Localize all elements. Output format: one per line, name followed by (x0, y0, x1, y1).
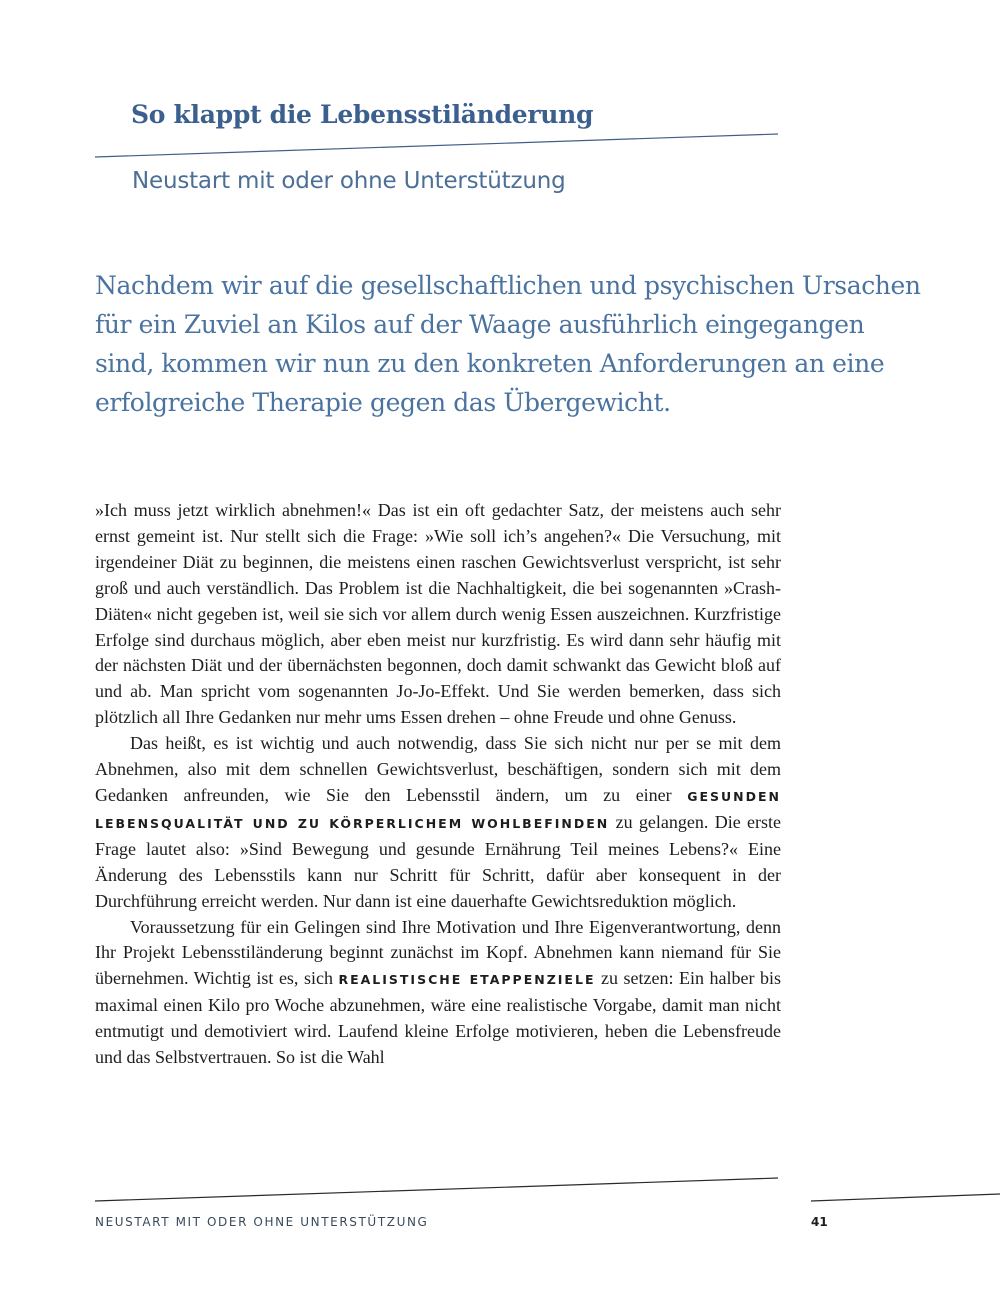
lead-line: sind, kommen wir nun zu den konkreten Anforderungen an eine (95, 349, 885, 378)
footer-rule-left (95, 1178, 778, 1201)
emphasis-caps: REALISTISCHE ETAPPENZIELE (338, 972, 596, 988)
running-footer: NEUSTART MIT ODER OHNE UNTERSTÜTZUNG (95, 1215, 429, 1229)
lead-paragraph (95, 266, 921, 422)
paragraph-text: Das heißt, es ist wichtig und auch notwendig, dass Sie sich nicht nur per se mit dem Abnehmen, also mit dem schnellen Gewichtsverlust, beschäftigen, sondern sich mit dem Gedanken anfreunden, wie Sie den Lebensstil ändern, um zu einer (95, 733, 781, 805)
body-text (95, 498, 781, 1071)
section-subtitle: Neustart mit oder ohne Unterstützung (132, 168, 566, 194)
body-paragraph (95, 915, 781, 1071)
emphasis-caps: GESUNDEN LEBENSQUALITÄT UND ZU KÖRPERLICHEM WOHLBEFINDEN (95, 788, 781, 831)
paragraph-text: Voraussetzung für ein Gelingen sind Ihre Motivation und Ihre Eigenverantwortung, denn Ihr Projekt Lebensstiländerung beginnt zunächst im Kopf. Abnehmen kann niemand für Sie übernehmen. Wichtig ist es, sich (95, 916, 781, 989)
lead-line: Nachdem wir auf die gesellschaftlichen und psychischen Ursachen (95, 271, 921, 300)
lead-line: erfolgreiche Therapie gegen das Übergewicht. (95, 388, 671, 417)
header-rule (95, 134, 778, 157)
body-paragraph (95, 731, 781, 914)
page-number: 41 (811, 1215, 828, 1229)
body-paragraph: »Ich muss jetzt wirklich abnehmen!« Das ist ein oft gedachter Satz, der meistens auch sehr ernst gemeint ist. Nur stellt sich die Frage: »Wie soll ich’s angehen?« Die Versuchung, mit irgendeiner Diät zu beginnen, die meistens einen raschen Gewichtsverlust verspricht, ist sehr groß und auch verständlich. Das Problem ist die Nachhaltigkeit, die bei sogenannten »Crash-Diäten« nicht gegeben ist, weil sie sich vor allem durch wenig Essen auszeichnen. Kurzfristige Erfolge sind durchaus möglich, aber eben meist nur kurzfristig. Es wird dann sehr häufig mit der nächsten Diät und der übernächsten begonnen, doch damit schwankt das Gewicht bloß auf und ab. Man spricht vom sogenannten Jo-Jo-Effekt. Und Sie werden bemerken, dass sich plötzlich all Ihre Gedanken nur mehr ums Essen drehen – ohne Freude und ohne Genuss. (95, 500, 781, 728)
section-title: So klappt die Lebensstiländerung (131, 100, 594, 129)
footer-rule-right (811, 1194, 1000, 1201)
lead-line: für ein Zuviel an Kilos auf der Waage ausführlich eingegangen (95, 310, 865, 339)
paragraph-text: zu setzen: Ein halber bis maximal einen Kilo pro Woche abzunehmen, wäre eine realistische Vorgabe, damit man nicht entmutigt und demotiviert wird. Laufend kleine Erfolge motivieren, heben die Lebensfreude und das Selbstvertrauen. So ist die Wahl (95, 968, 781, 1068)
paragraph-text: zu gelangen. Die erste Frage lautet also: »Sind Bewegung und gesunde Ernährung Teil meines Lebens?« Eine Änderung des Lebensstils kann nur Schritt für Schritt, dafür aber konsequent in der Durchführung erreicht werden. Nur dann ist eine dauerhafte Gewichtsreduktion möglich. (95, 811, 781, 911)
